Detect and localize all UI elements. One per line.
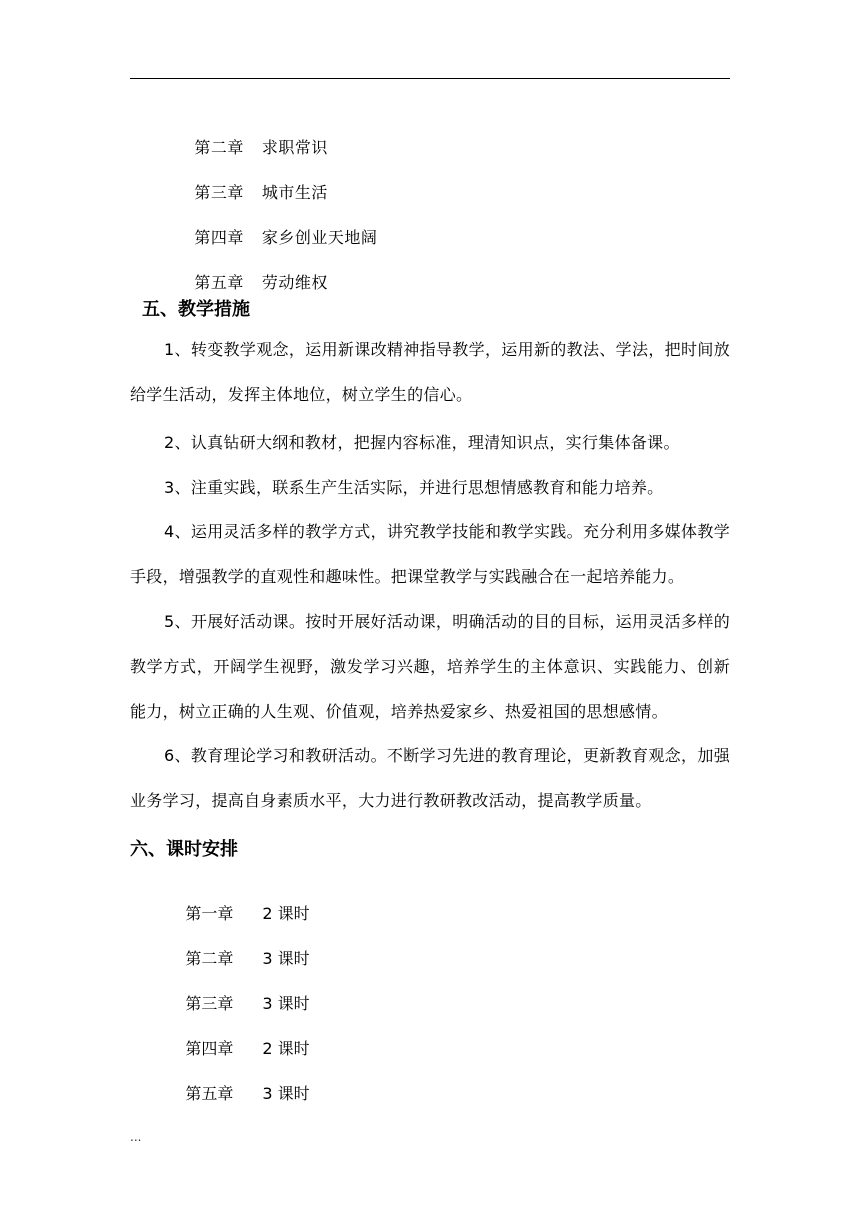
schedule-row xyxy=(165,1062,310,1123)
chapter-title: 劳动维权 xyxy=(261,273,328,292)
schedule-hours: 3 课时 xyxy=(262,949,310,968)
schedule-chapter: 第四章 xyxy=(185,1039,234,1058)
section-heading: 五、教学措施 xyxy=(142,299,250,320)
chapter-title: 家乡创业天地阔 xyxy=(261,228,378,247)
chapter-title: 求职常识 xyxy=(261,138,328,157)
chapter-number: 第二章 xyxy=(194,138,244,157)
schedule-chapter: 第五章 xyxy=(185,1084,234,1103)
measure-paragraph: 5、开展好活动课。按时开展好活动课，明确活动的目的目标，运用灵活多样的教学方式，开阔学生视野，激发学习兴趣，培养学生的主体意识、实践能力、创新能力，树立正确的人生观、价值观，培养热爱家乡、热爱祖国的思想感情。 xyxy=(130,612,730,721)
chapter-number: 第三章 xyxy=(194,183,244,202)
schedule-hours: 3 课时 xyxy=(262,994,310,1013)
footer-ellipsis: ... xyxy=(130,1130,142,1144)
schedule-chapter: 第二章 xyxy=(185,949,234,968)
chapter-number: 第五章 xyxy=(194,273,244,292)
measure-paragraph: 3、注重实践，联系生产生活实际，并进行思想情感教育和能力培养。 xyxy=(164,478,664,497)
measure-paragraph: 2、认真钻研大纲和教材，把握内容标准，理清知识点，实行集体备课。 xyxy=(164,433,680,452)
schedule-hours: 2 课时 xyxy=(262,904,310,923)
schedule-hours: 3 课时 xyxy=(262,1084,310,1103)
schedule-hours: 2 课时 xyxy=(262,1039,310,1058)
measure-paragraph: 6、教育理论学习和教研活动。不断学习先进的教育理论，更新教育观念，加强业务学习，提高自身素质水平，大力进行教研教改活动，提高教学质量。 xyxy=(130,746,730,810)
schedule-chapter: 第三章 xyxy=(185,994,234,1013)
chapter-title: 城市生活 xyxy=(261,183,328,202)
section-heading: 六、课时安排 xyxy=(130,839,238,860)
schedule-chapter: 第一章 xyxy=(185,904,234,923)
chapter-number: 第四章 xyxy=(194,228,244,247)
header-rule xyxy=(130,78,730,79)
measure-paragraph: 4、运用灵活多样的教学方式，讲究教学技能和教学实践。充分利用多媒体教学手段，增强教学的直观性和趣味性。把课堂教学与实践融合在一起培养能力。 xyxy=(130,522,730,586)
measure-paragraph: 1、转变教学观念，运用新课改精神指导教学，运用新的教法、学法，把时间放给学生活动，发挥主体地位，树立学生的信心。 xyxy=(130,340,730,404)
